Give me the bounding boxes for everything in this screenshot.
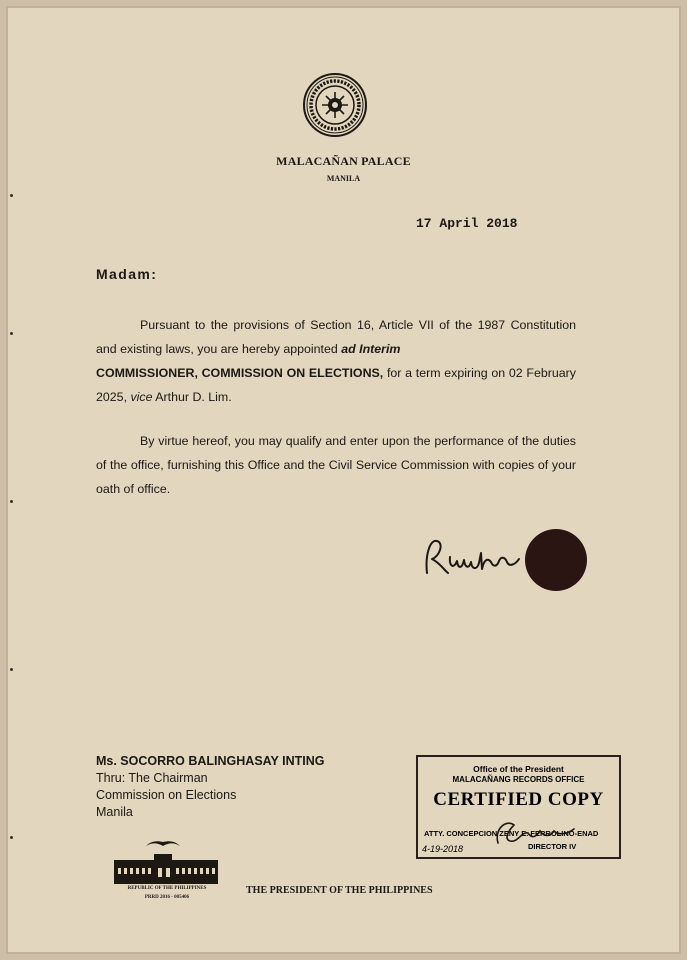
margin-dot (10, 668, 13, 671)
para2-text: By virtue hereof, you may qualify and enter upon the performance of the duties of the office, furnishing this Office and the Civil Service Commission with copies of your oath of office. (96, 434, 576, 496)
palace-title: MALACAÑAN PALACE (276, 154, 411, 168)
para1-mid: for a term expiring on 02 February 2025, (96, 366, 576, 404)
para1-tail: Arthur D. Lim. (152, 390, 232, 404)
emblem-caption: REPUBLIC OF THE PHILIPPINES (127, 886, 207, 891)
certified-copy-stamp (416, 755, 621, 859)
palace-city: MANILA (326, 174, 361, 183)
stamp-date: 4-19-2018 (422, 844, 464, 854)
addressee-city: Manila (96, 805, 133, 819)
addressee-office: Commission on Elections (96, 788, 237, 802)
ad-interim-text: ad Interim (341, 342, 401, 356)
stamp-office: Office of the President (473, 764, 564, 774)
stamp-records-office: MALACAÑANG RECORDS OFFICE (452, 775, 585, 784)
vice-text: vice (130, 390, 153, 404)
letter-date: 17 April 2018 (416, 216, 518, 231)
margin-dot (10, 500, 13, 503)
stamp-certified-copy: CERTIFIED COPY (433, 789, 604, 810)
presidential-seal-icon (302, 72, 368, 138)
paragraph-appointment (96, 313, 576, 409)
para1-lead: Pursuant to the provisions of Section 16, Article VII of the 1987 Constitution and existing laws, you are hereby appointed (96, 318, 576, 356)
margin-dot (10, 332, 13, 335)
addressee-name: Ms. SOCORRO BALINGHASAY INTING (96, 754, 325, 768)
margin-dot (10, 194, 13, 197)
stamp-signature (488, 815, 598, 851)
malacanang-palace-emblem-icon (110, 834, 222, 904)
salutation: Madam: (96, 266, 158, 282)
addressee-thru: Thru: The Chairman (96, 771, 208, 785)
redaction-dot-icon (525, 529, 587, 591)
margin-dot (10, 836, 13, 839)
president-title: THE PRESIDENT OF THE PHILIPPINES (246, 885, 433, 896)
addressee-block (96, 753, 325, 821)
stamp-director: DIRECTOR IV (528, 842, 577, 851)
paragraph-oath (96, 429, 576, 501)
emblem-serial: PRRD 2016 - 005406 (144, 895, 190, 900)
presidential-signature (421, 529, 521, 585)
position-title: COMMISSIONER, COMMISSION ON ELECTIONS, (96, 366, 384, 380)
stamp-attorney: ATTY. CONCEPCION ZENY E. FERROLINO-ENAD (424, 829, 599, 838)
letter-page (6, 6, 681, 954)
